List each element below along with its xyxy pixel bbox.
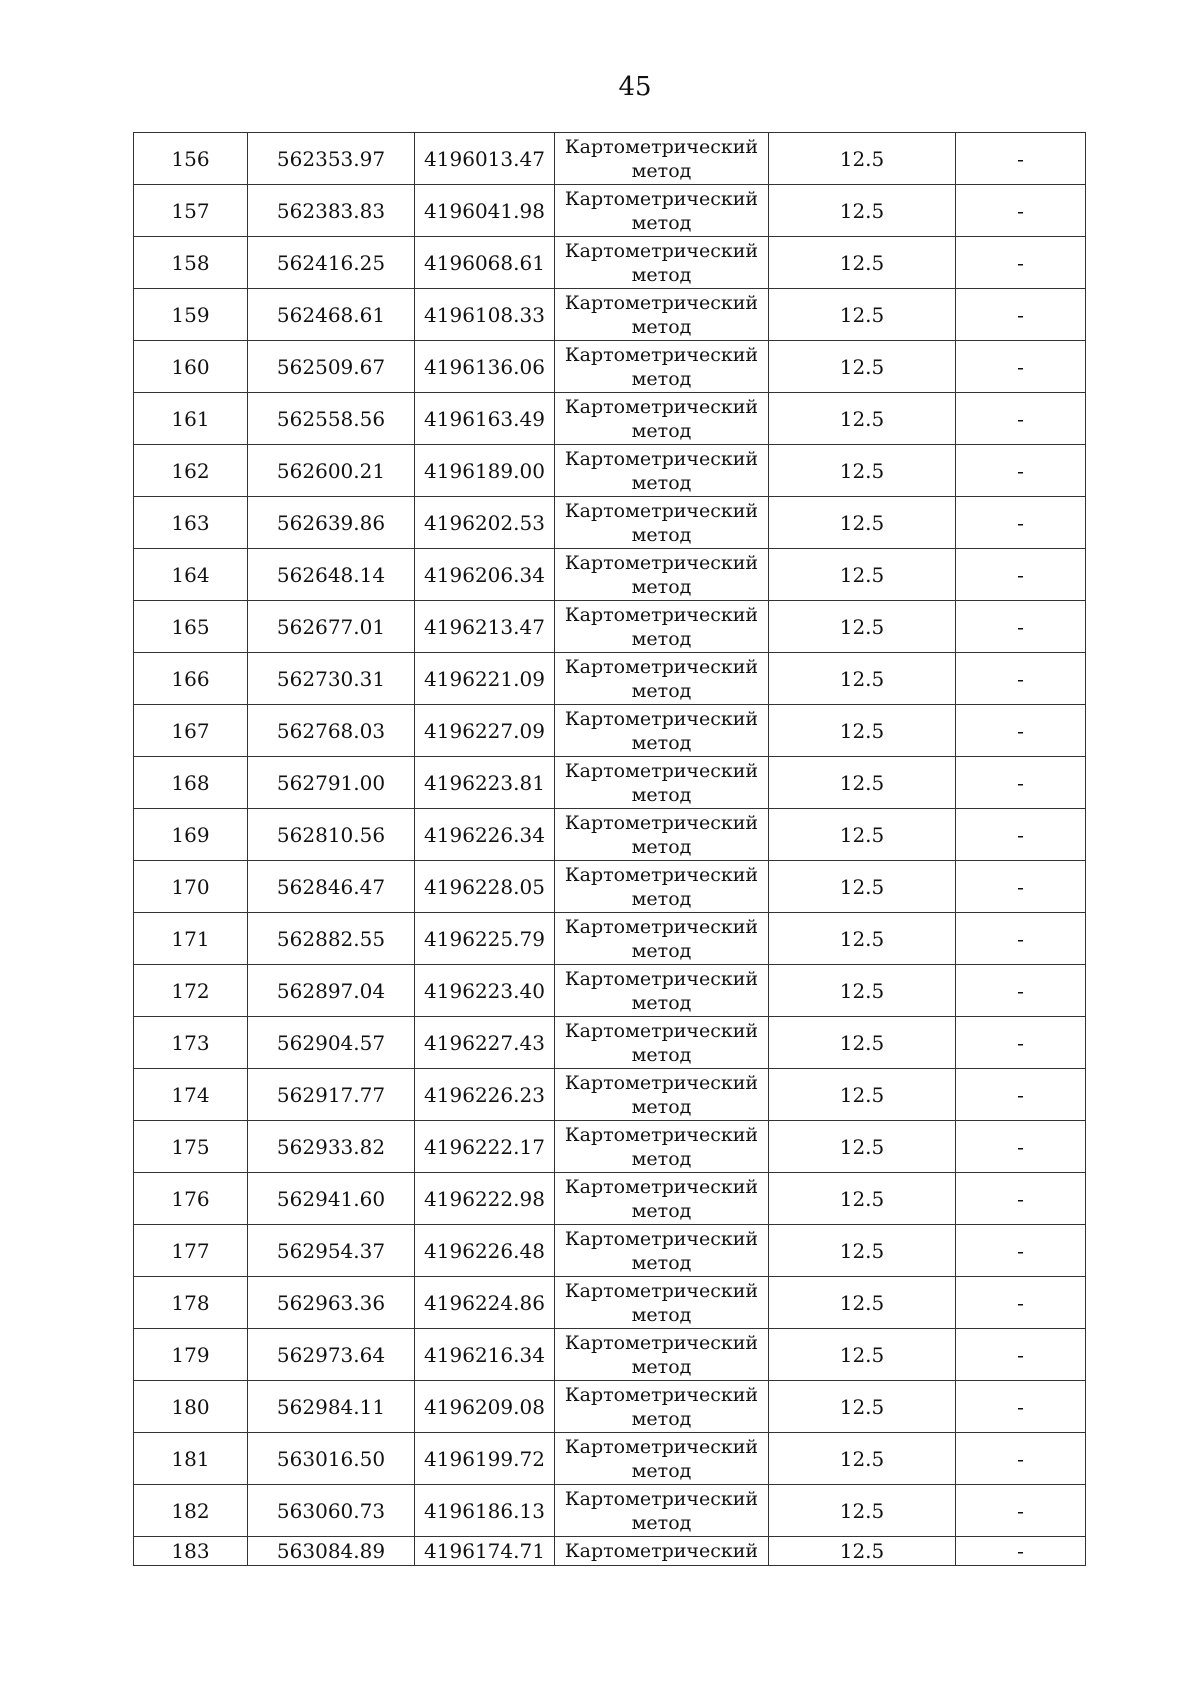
accuracy-cell: 12.5	[769, 341, 956, 393]
method-line-1: Картометрический	[564, 1383, 759, 1406]
method-line-1: Картометрический	[564, 1279, 759, 1302]
method-cell	[555, 1121, 769, 1173]
x-coordinate-cell: 562509.67	[248, 341, 415, 393]
note-cell: -	[956, 913, 1086, 965]
table-row	[134, 341, 1086, 393]
method-cell	[555, 185, 769, 237]
method-line-1: Картометрический	[564, 551, 759, 574]
x-coordinate-cell: 562677.01	[248, 601, 415, 653]
method-line-2: метод	[631, 523, 692, 546]
accuracy-cell: 12.5	[769, 913, 956, 965]
x-coordinate-cell: 562904.57	[248, 1017, 415, 1069]
method-cell	[555, 133, 769, 185]
method-cell	[555, 341, 769, 393]
method-line-2: метод	[631, 159, 692, 182]
accuracy-cell: 12.5	[769, 601, 956, 653]
y-coordinate-cell: 4196225.79	[415, 913, 555, 965]
method-line-2: метод	[631, 315, 692, 338]
method-cell	[555, 965, 769, 1017]
point-number-cell: 170	[134, 861, 248, 913]
y-coordinate-cell: 4196209.08	[415, 1381, 555, 1433]
method-line-1: Картометрический	[564, 1487, 759, 1510]
note-cell: -	[956, 549, 1086, 601]
point-number-cell: 175	[134, 1121, 248, 1173]
y-coordinate-cell: 4196222.17	[415, 1121, 555, 1173]
x-coordinate-cell: 562954.37	[248, 1225, 415, 1277]
point-number-cell: 165	[134, 601, 248, 653]
table-row	[134, 1537, 1086, 1566]
method-cell	[555, 1381, 769, 1433]
table-row	[134, 445, 1086, 497]
accuracy-cell: 12.5	[769, 289, 956, 341]
x-coordinate-cell: 562416.25	[248, 237, 415, 289]
method-line-2: метод	[631, 939, 692, 962]
method-cell	[555, 757, 769, 809]
point-number-cell: 183	[134, 1537, 248, 1566]
table-row	[134, 601, 1086, 653]
method-line-1: Картометрический	[564, 707, 759, 730]
accuracy-cell: 12.5	[769, 1173, 956, 1225]
method-line-2: метод	[631, 1355, 692, 1378]
accuracy-cell: 12.5	[769, 1277, 956, 1329]
x-coordinate-cell: 562973.64	[248, 1329, 415, 1381]
y-coordinate-cell: 4196228.05	[415, 861, 555, 913]
x-coordinate-cell: 562768.03	[248, 705, 415, 757]
accuracy-cell: 12.5	[769, 757, 956, 809]
method-cell	[555, 497, 769, 549]
note-cell: -	[956, 653, 1086, 705]
y-coordinate-cell: 4196174.71	[415, 1537, 555, 1566]
y-coordinate-cell: 4196226.34	[415, 809, 555, 861]
x-coordinate-cell: 562897.04	[248, 965, 415, 1017]
method-cell	[555, 393, 769, 445]
accuracy-cell: 12.5	[769, 1329, 956, 1381]
note-cell: -	[956, 1537, 1086, 1566]
method-line-1: Картометрический	[564, 1123, 759, 1146]
point-number-cell: 174	[134, 1069, 248, 1121]
accuracy-cell: 12.5	[769, 549, 956, 601]
point-number-cell: 163	[134, 497, 248, 549]
y-coordinate-cell: 4196222.98	[415, 1173, 555, 1225]
note-cell: -	[956, 497, 1086, 549]
method-cell	[555, 601, 769, 653]
table-row	[134, 237, 1086, 289]
y-coordinate-cell: 4196163.49	[415, 393, 555, 445]
method-line-2: метод	[631, 1147, 692, 1170]
accuracy-cell: 12.5	[769, 861, 956, 913]
method-line-1: Картометрический	[564, 1331, 759, 1354]
method-line-2: метод	[631, 783, 692, 806]
x-coordinate-cell: 562558.56	[248, 393, 415, 445]
note-cell: -	[956, 1121, 1086, 1173]
page-number: 45	[618, 72, 652, 102]
method-line-2: метод	[631, 1043, 692, 1066]
point-number-cell: 169	[134, 809, 248, 861]
x-coordinate-cell: 563016.50	[248, 1433, 415, 1485]
method-cell	[555, 289, 769, 341]
note-cell: -	[956, 185, 1086, 237]
x-coordinate-cell: 562933.82	[248, 1121, 415, 1173]
method-cell	[555, 1173, 769, 1225]
method-line-2: метод	[631, 627, 692, 650]
method-cell	[555, 1017, 769, 1069]
point-number-cell: 158	[134, 237, 248, 289]
note-cell: -	[956, 1017, 1086, 1069]
accuracy-cell: 12.5	[769, 445, 956, 497]
method-line-2: метод	[631, 835, 692, 858]
y-coordinate-cell: 4196226.23	[415, 1069, 555, 1121]
y-coordinate-cell: 4196223.81	[415, 757, 555, 809]
note-cell: -	[956, 341, 1086, 393]
note-cell: -	[956, 1329, 1086, 1381]
note-cell: -	[956, 393, 1086, 445]
method-line-1: Картометрический	[564, 863, 759, 886]
method-line-1: Картометрический	[564, 135, 759, 158]
method-line-1: Картометрический	[564, 447, 759, 470]
method-line-2: метод	[631, 1251, 692, 1274]
table-row	[134, 1121, 1086, 1173]
table-row	[134, 185, 1086, 237]
note-cell: -	[956, 861, 1086, 913]
note-cell: -	[956, 1173, 1086, 1225]
y-coordinate-cell: 4196213.47	[415, 601, 555, 653]
method-cell	[555, 445, 769, 497]
x-coordinate-cell: 562353.97	[248, 133, 415, 185]
table-row	[134, 1381, 1086, 1433]
method-line-1: Картометрический	[564, 1227, 759, 1250]
method-line-1: Картометрический	[564, 603, 759, 626]
method-line-1: Картометрический	[564, 1019, 759, 1042]
y-coordinate-cell: 4196202.53	[415, 497, 555, 549]
note-cell: -	[956, 1433, 1086, 1485]
table-row	[134, 1225, 1086, 1277]
method-line-1: Картометрический	[564, 499, 759, 522]
method-cell	[555, 1277, 769, 1329]
x-coordinate-cell: 562984.11	[248, 1381, 415, 1433]
y-coordinate-cell: 4196186.13	[415, 1485, 555, 1537]
point-number-cell: 177	[134, 1225, 248, 1277]
y-coordinate-cell: 4196223.40	[415, 965, 555, 1017]
accuracy-cell: 12.5	[769, 965, 956, 1017]
point-number-cell: 172	[134, 965, 248, 1017]
method-line-2: метод	[631, 679, 692, 702]
table-row	[134, 1329, 1086, 1381]
x-coordinate-cell: 563084.89	[248, 1537, 415, 1566]
accuracy-cell: 12.5	[769, 185, 956, 237]
method-cell	[555, 1537, 769, 1566]
point-number-cell: 162	[134, 445, 248, 497]
table-row	[134, 809, 1086, 861]
table-row	[134, 913, 1086, 965]
method-cell	[555, 1433, 769, 1485]
method-line-1: Картометрический	[564, 759, 759, 782]
method-line-2: метод	[631, 471, 692, 494]
y-coordinate-cell: 4196013.47	[415, 133, 555, 185]
point-number-cell: 159	[134, 289, 248, 341]
accuracy-cell: 12.5	[769, 1381, 956, 1433]
y-coordinate-cell: 4196041.98	[415, 185, 555, 237]
point-number-cell: 182	[134, 1485, 248, 1537]
method-line-2: метод	[631, 731, 692, 754]
accuracy-cell: 12.5	[769, 1069, 956, 1121]
y-coordinate-cell: 4196227.43	[415, 1017, 555, 1069]
method-cell	[555, 861, 769, 913]
method-cell	[555, 237, 769, 289]
method-line-2: метод	[631, 1199, 692, 1222]
y-coordinate-cell: 4196224.86	[415, 1277, 555, 1329]
x-coordinate-cell: 562383.83	[248, 185, 415, 237]
point-number-cell: 168	[134, 757, 248, 809]
y-coordinate-cell: 4196189.00	[415, 445, 555, 497]
method-line-1: Картометрический	[564, 1435, 759, 1458]
note-cell: -	[956, 1277, 1086, 1329]
note-cell: -	[956, 757, 1086, 809]
accuracy-cell: 12.5	[769, 237, 956, 289]
note-cell: -	[956, 965, 1086, 1017]
method-line-2: метод	[631, 367, 692, 390]
table-row	[134, 549, 1086, 601]
method-line-2: метод	[631, 211, 692, 234]
point-number-cell: 160	[134, 341, 248, 393]
method-line-2: метод	[631, 887, 692, 910]
point-number-cell: 179	[134, 1329, 248, 1381]
method-line-1: Картометрический	[564, 915, 759, 938]
method-line-2: метод	[631, 263, 692, 286]
accuracy-cell: 12.5	[769, 497, 956, 549]
note-cell: -	[956, 1485, 1086, 1537]
accuracy-cell: 12.5	[769, 1485, 956, 1537]
x-coordinate-cell: 562941.60	[248, 1173, 415, 1225]
table-row	[134, 1017, 1086, 1069]
point-number-cell: 156	[134, 133, 248, 185]
x-coordinate-cell: 562810.56	[248, 809, 415, 861]
method-line-1: Картометрический	[564, 291, 759, 314]
coordinates-table	[133, 132, 1086, 1566]
method-line-1: Картометрический	[564, 187, 759, 210]
x-coordinate-cell: 562963.36	[248, 1277, 415, 1329]
table-row	[134, 1173, 1086, 1225]
method-cell	[555, 1485, 769, 1537]
y-coordinate-cell: 4196227.09	[415, 705, 555, 757]
method-line-2: метод	[631, 1095, 692, 1118]
accuracy-cell: 12.5	[769, 1017, 956, 1069]
method-line-2: метод	[631, 1303, 692, 1326]
point-number-cell: 166	[134, 653, 248, 705]
table-row	[134, 1277, 1086, 1329]
method-line-2: метод	[631, 991, 692, 1014]
y-coordinate-cell: 4196206.34	[415, 549, 555, 601]
note-cell: -	[956, 809, 1086, 861]
table-row	[134, 393, 1086, 445]
note-cell: -	[956, 1069, 1086, 1121]
point-number-cell: 164	[134, 549, 248, 601]
point-number-cell: 180	[134, 1381, 248, 1433]
table-row	[134, 965, 1086, 1017]
point-number-cell: 167	[134, 705, 248, 757]
method-line-2: метод	[631, 575, 692, 598]
accuracy-cell: 12.5	[769, 1225, 956, 1277]
y-coordinate-cell: 4196226.48	[415, 1225, 555, 1277]
method-cell	[555, 705, 769, 757]
x-coordinate-cell: 563060.73	[248, 1485, 415, 1537]
table-row	[134, 497, 1086, 549]
note-cell: -	[956, 133, 1086, 185]
x-coordinate-cell: 562468.61	[248, 289, 415, 341]
accuracy-cell: 12.5	[769, 133, 956, 185]
table-row	[134, 757, 1086, 809]
x-coordinate-cell: 562600.21	[248, 445, 415, 497]
table-row	[134, 1069, 1086, 1121]
method-line-1: Картометрический	[564, 811, 759, 834]
note-cell: -	[956, 1225, 1086, 1277]
method-line-1: Картометрический	[564, 655, 759, 678]
table-row	[134, 705, 1086, 757]
point-number-cell: 178	[134, 1277, 248, 1329]
x-coordinate-cell: 562882.55	[248, 913, 415, 965]
point-number-cell: 181	[134, 1433, 248, 1485]
method-cell	[555, 809, 769, 861]
accuracy-cell: 12.5	[769, 705, 956, 757]
accuracy-cell: 12.5	[769, 1121, 956, 1173]
method-cell	[555, 653, 769, 705]
point-number-cell: 171	[134, 913, 248, 965]
x-coordinate-cell: 562846.47	[248, 861, 415, 913]
note-cell: -	[956, 237, 1086, 289]
accuracy-cell: 12.5	[769, 809, 956, 861]
note-cell: -	[956, 601, 1086, 653]
method-cell	[555, 549, 769, 601]
y-coordinate-cell: 4196068.61	[415, 237, 555, 289]
method-cell	[555, 1329, 769, 1381]
method-line-2: метод	[631, 419, 692, 442]
x-coordinate-cell: 562791.00	[248, 757, 415, 809]
y-coordinate-cell: 4196136.06	[415, 341, 555, 393]
point-number-cell: 176	[134, 1173, 248, 1225]
coordinates-table-body	[134, 133, 1086, 1566]
method-line-1: Картометрический	[564, 967, 759, 990]
method-cell	[555, 1069, 769, 1121]
method-line-1: Картометрический	[564, 1071, 759, 1094]
method-line-2: метод	[631, 1459, 692, 1482]
table-row	[134, 653, 1086, 705]
y-coordinate-cell: 4196199.72	[415, 1433, 555, 1485]
accuracy-cell: 12.5	[769, 1537, 956, 1566]
table-row	[134, 1433, 1086, 1485]
method-line-1: Картометрический	[564, 1540, 759, 1562]
method-cell	[555, 1225, 769, 1277]
table-row	[134, 1485, 1086, 1537]
point-number-cell: 173	[134, 1017, 248, 1069]
note-cell: -	[956, 1381, 1086, 1433]
method-line-2: метод	[631, 1511, 692, 1534]
method-line-1: Картометрический	[564, 343, 759, 366]
y-coordinate-cell: 4196221.09	[415, 653, 555, 705]
note-cell: -	[956, 445, 1086, 497]
accuracy-cell: 12.5	[769, 393, 956, 445]
y-coordinate-cell: 4196108.33	[415, 289, 555, 341]
point-number-cell: 161	[134, 393, 248, 445]
x-coordinate-cell: 562730.31	[248, 653, 415, 705]
x-coordinate-cell: 562917.77	[248, 1069, 415, 1121]
table-row	[134, 861, 1086, 913]
method-line-1: Картометрический	[564, 239, 759, 262]
note-cell: -	[956, 705, 1086, 757]
table-row	[134, 133, 1086, 185]
method-cell	[555, 913, 769, 965]
accuracy-cell: 12.5	[769, 1433, 956, 1485]
method-line-2: метод	[631, 1407, 692, 1430]
x-coordinate-cell: 562648.14	[248, 549, 415, 601]
method-line-1: Картометрический	[564, 395, 759, 418]
accuracy-cell: 12.5	[769, 653, 956, 705]
method-line-1: Картометрический	[564, 1175, 759, 1198]
y-coordinate-cell: 4196216.34	[415, 1329, 555, 1381]
x-coordinate-cell: 562639.86	[248, 497, 415, 549]
point-number-cell: 157	[134, 185, 248, 237]
table-row	[134, 289, 1086, 341]
note-cell: -	[956, 289, 1086, 341]
